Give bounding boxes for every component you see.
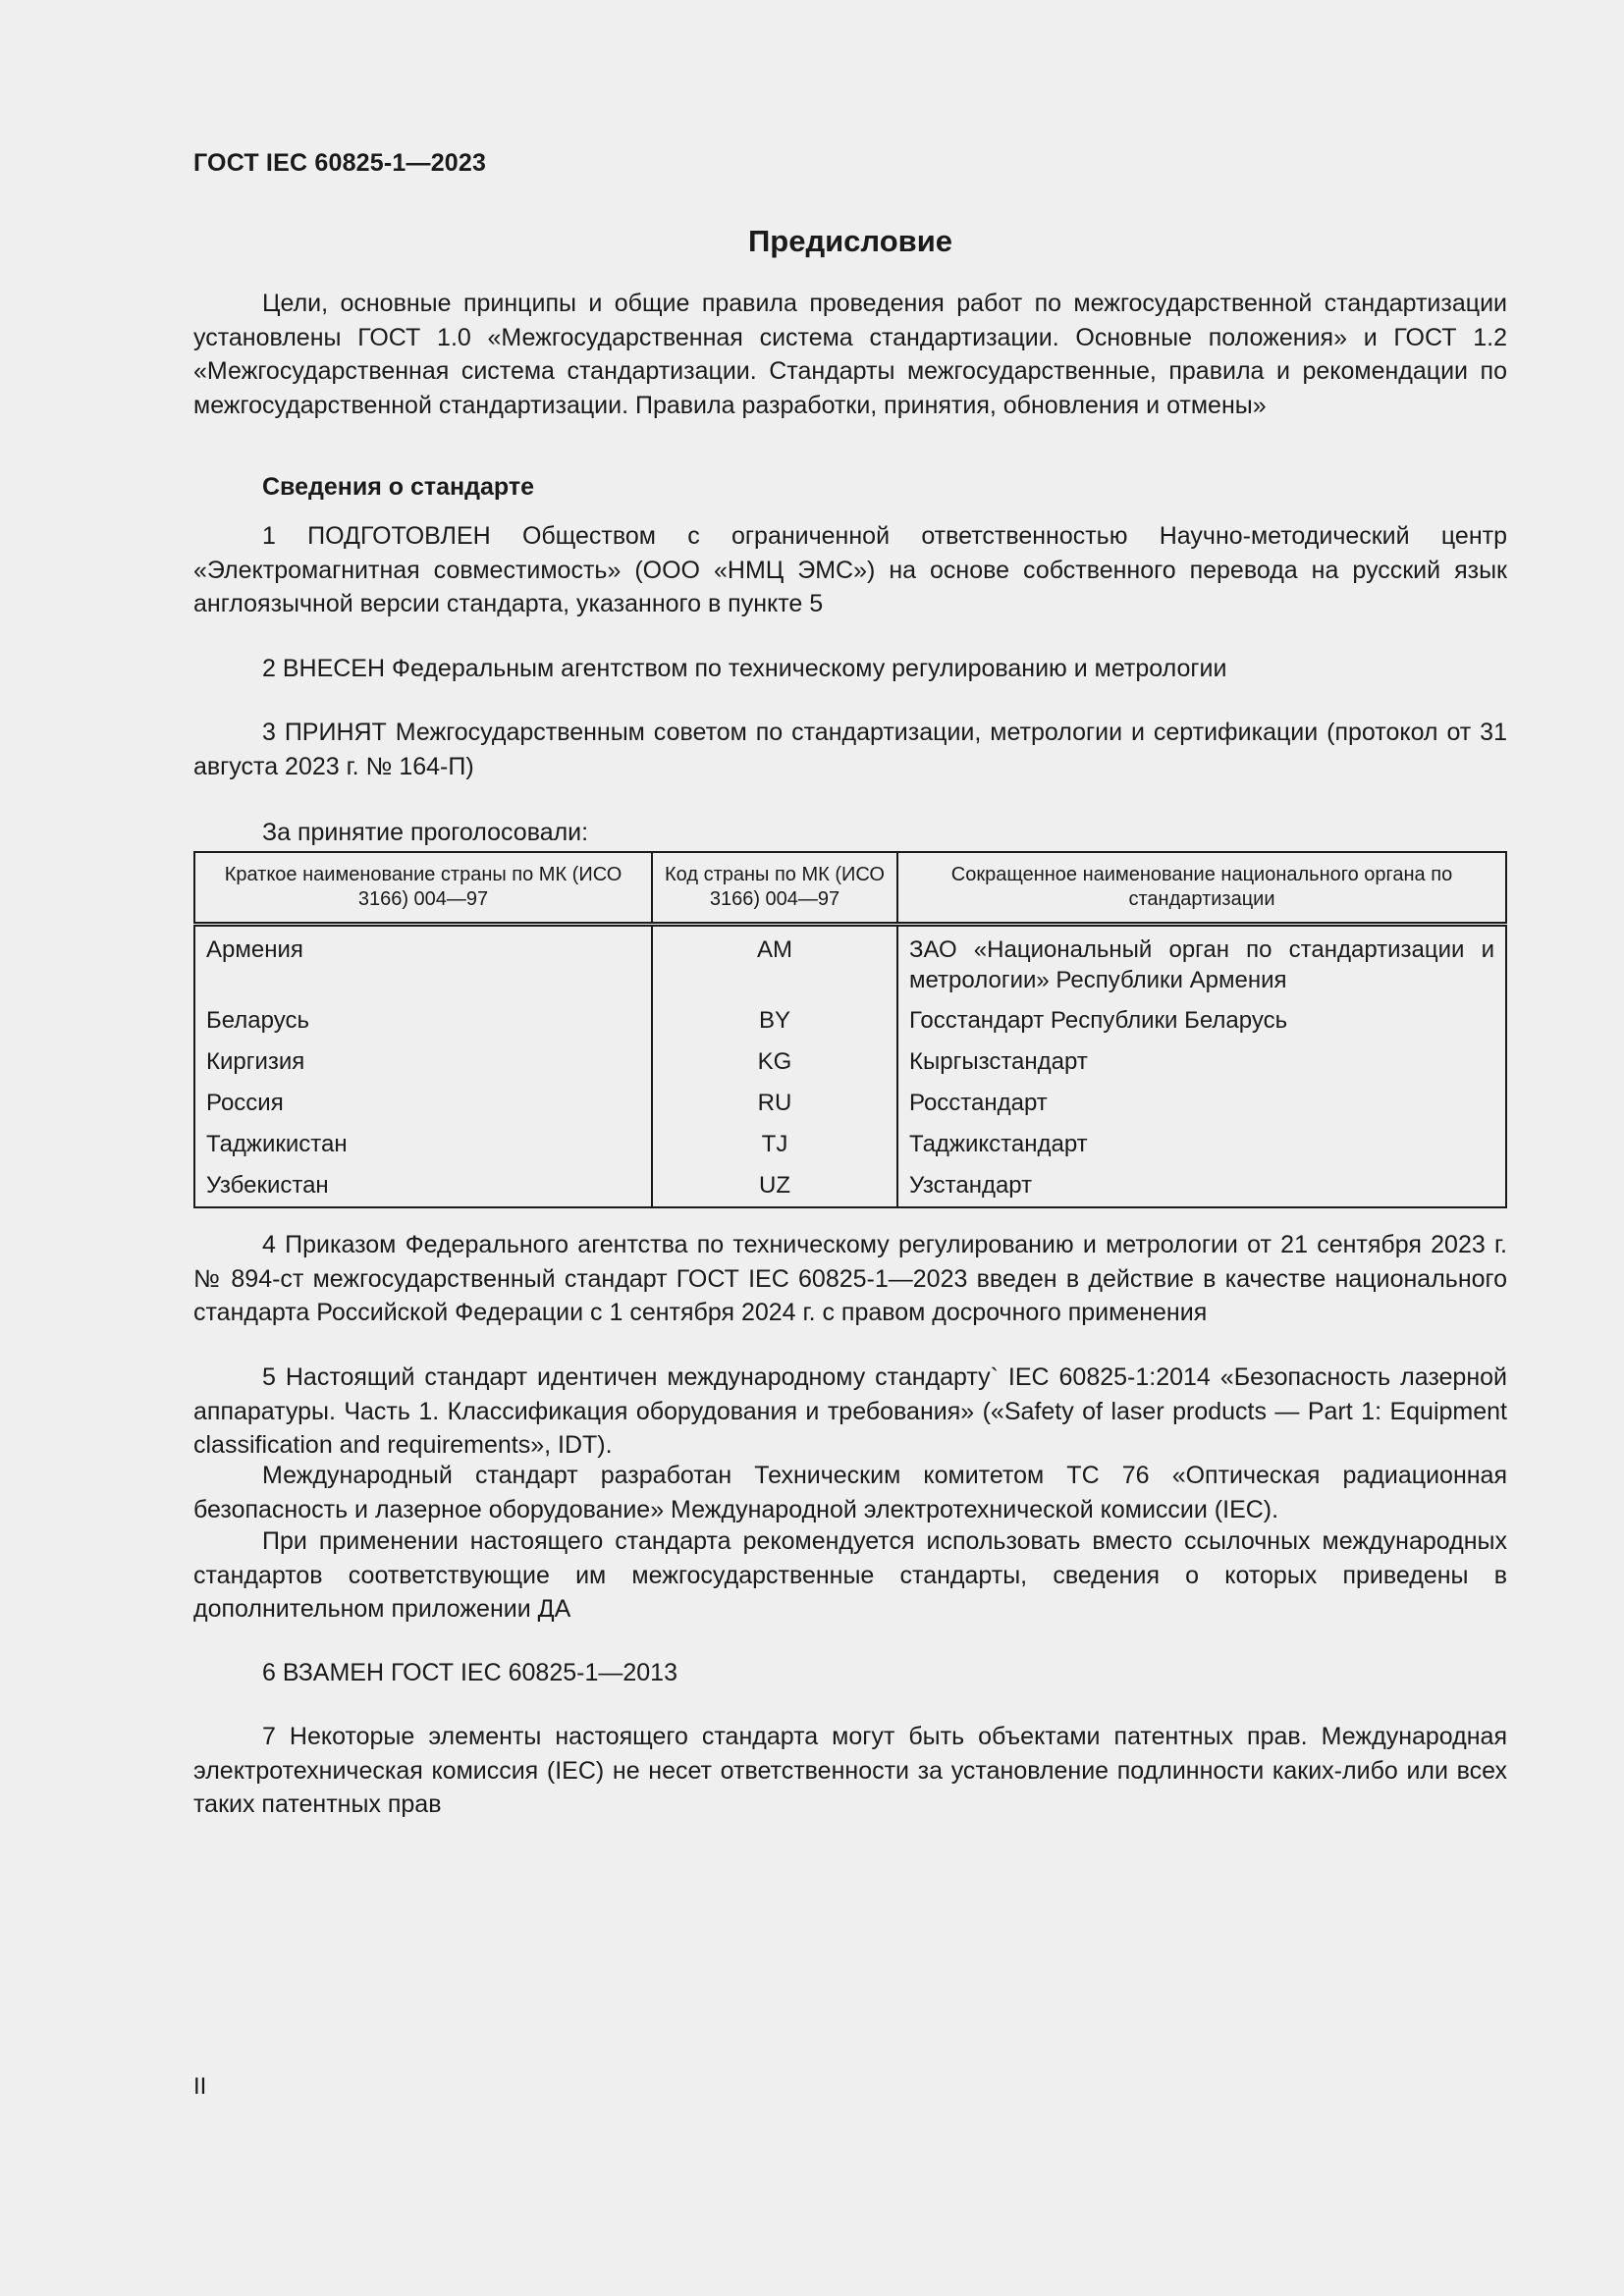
paragraph-5: 5 Настоящий стандарт идентичен международному стандарту` IEC 60825-1:2014 «Безопасность лазерной аппаратуры. Часть 1. Классификация оборудования и требования» («Safety of laser products — Part 1: Equipment classification and requirements», IDT). [193,1363,1507,1459]
cell-country: Россия [194,1088,652,1129]
paragraph-4: 4 Приказом Федерального агентства по техническому регулированию и метрологии от 21 сентября 2023 г. № 894-ст межгосударственный стандарт ГОСТ IEC 60825-1—2023 введен в действие в качестве национального стандарта Российской Федерации с 1 сентября 2024 г. с правом досрочного применения [193,1231,1507,1326]
paragraph-1: 1 ПОДГОТОВЛЕН Обществом с ограниченной ответственностью Научно-методический центр «Электромагнитная совместимость» (ООО «НМЦ ЭМС») на основе собственного перевода на русский язык англоязычной версии стандарта, указанного в пункте 5 [193,522,1507,617]
table-header-row [194,852,1506,925]
cell-organization: Таджикстандарт [897,1129,1506,1170]
paragraph-5-references: При применении настоящего стандарта рекомендуется использовать вместо ссылочных международных стандартов соответствующие им межгосударственные стандарты, сведения о которых приведены в дополнительном приложении ДА [193,1527,1507,1623]
cell-code: BY [652,1005,897,1046]
paragraph-5-committee: Международный стандарт разработан Техническим комитетом ТС 76 «Оптическая радиационная безопасность и лазерное оборудование» Международной электротехнической комиссии (IEC). [193,1462,1507,1523]
cell-code: TJ [652,1129,897,1170]
table-row [194,1129,1506,1170]
paragraph-7: 7 Некоторые элементы настоящего стандарта могут быть объектами патентных прав. Международная электротехническая комиссия (IEC) не несет ответственности за установление подлинности каких-либо или всех таких патентных прав [193,1723,1507,1818]
column-header-country: Краткое наименование страны по МК (ИСО 3166) 004—97 [194,852,652,925]
paragraph-3: 3 ПРИНЯТ Межгосударственным советом по стандартизации, метрологии и сертификации (протокол от 31 августа 2023 г. № 164-П) [193,719,1507,780]
column-header-code: Код страны по МК (ИСО 3166) 004—97 [652,852,897,925]
cell-organization: Госстандарт Республики Беларусь [897,1005,1506,1046]
intro-paragraph: Цели, основные принципы и общие правила проведения работ по межгосударственной стандартизации установлены ГОСТ 1.0 «Межгосударственная система стандартизации. Основные положения» и ГОСТ 1.2 «Межгосударственная система стандартизации. Стандарты межгосударственные, правила и рекомендации по межгосударственной стандартизации. Правила разработки, принятия, обновления и отмены» [193,290,1507,419]
standard-id-header: ГОСТ IEC 60825-1—2023 [193,149,487,177]
table-row [194,1170,1506,1207]
page-number: II [193,2073,207,2100]
cell-country: Узбекистан [194,1170,652,1207]
table-row [194,925,1506,1006]
table-row [194,1005,1506,1046]
cell-organization: Узстандарт [897,1170,1506,1207]
cell-organization: ЗАО «Национальный орган по стандартизации и метрологии» Республики Армения [897,925,1506,1006]
paragraph-6: 6 ВЗАМЕН ГОСТ IEC 60825-1—2013 [262,1659,677,1686]
cell-country: Армения [194,925,652,1006]
section-subheading: Сведения о стандарте [262,473,535,501]
table-row [194,1088,1506,1129]
cell-code: RU [652,1088,897,1129]
cell-code: AM [652,925,897,1006]
cell-country: Беларусь [194,1005,652,1046]
column-header-organization: Сокращенное наименование национального органа по стандартизации [897,852,1506,925]
paragraph-2: 2 ВНЕСЕН Федеральным агентством по техническому регулированию и метрологии [262,655,1227,682]
cell-organization: Росстандарт [897,1088,1506,1129]
vote-intro: За принятие проголосовали: [262,819,589,846]
table-row [194,1046,1506,1088]
cell-code: UZ [652,1170,897,1207]
cell-country: Киргизия [194,1046,652,1088]
cell-organization: Кыргызстандарт [897,1046,1506,1088]
voting-countries-table [193,851,1507,1208]
cell-code: KG [652,1046,897,1088]
page-title: Предисловие [747,224,952,258]
cell-country: Таджикистан [194,1129,652,1170]
